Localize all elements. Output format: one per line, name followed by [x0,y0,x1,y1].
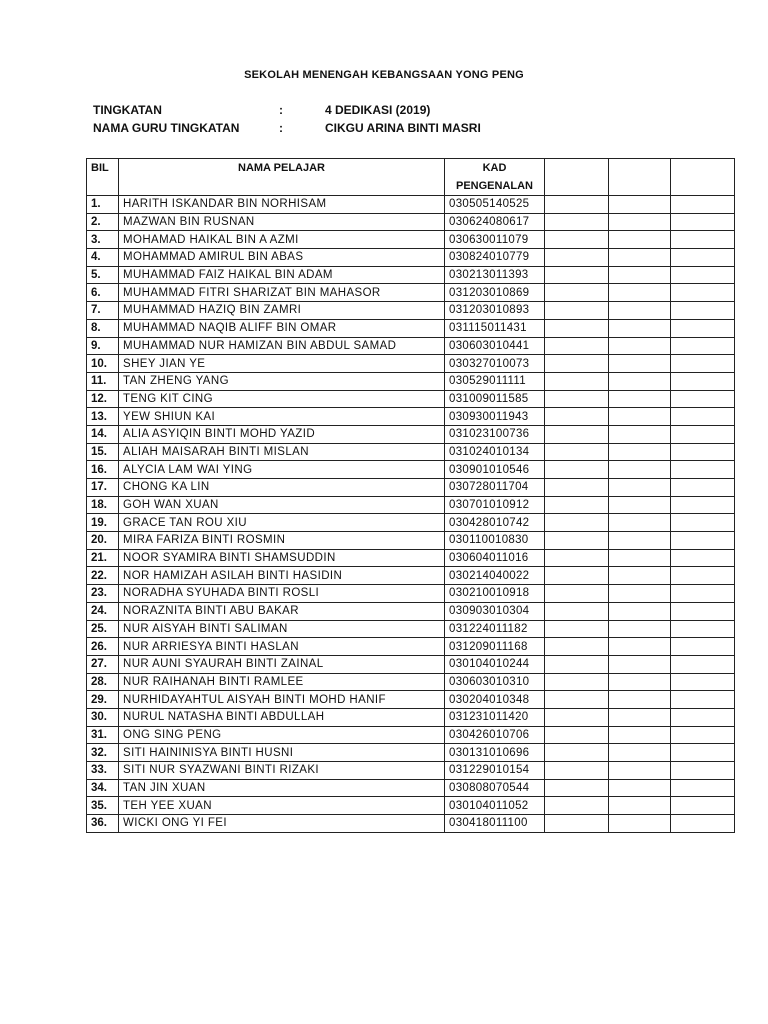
row-number: 33. [87,762,119,780]
empty-cell [609,479,671,497]
row-number: 22. [87,567,119,585]
empty-cell [671,585,735,603]
student-name: NOOR SYAMIRA BINTI SHAMSUDDIN [119,549,445,567]
ic-number: 031224011182 [445,620,545,638]
row-number: 21. [87,549,119,567]
ic-number: 030603010441 [445,337,545,355]
ic-number: 030505140525 [445,196,545,214]
empty-cell [671,372,735,390]
empty-cell [609,284,671,302]
empty-cell [609,355,671,373]
row-number: 30. [87,708,119,726]
empty-cell [671,549,735,567]
table-row [87,408,735,426]
ic-number: 031231011420 [445,708,545,726]
student-name: TEH YEE XUAN [119,797,445,815]
empty-cell [609,302,671,320]
table-row [87,479,735,497]
header-empty-2 [609,159,671,196]
empty-cell [545,302,609,320]
empty-cell [609,496,671,514]
ic-number: 030104011052 [445,797,545,815]
table-row [87,284,735,302]
table-row [87,196,735,214]
empty-cell [671,815,735,833]
student-name: SITI HAININISYA BINTI HUSNI [119,744,445,762]
table-row [87,815,735,833]
empty-cell [545,461,609,479]
student-name: ONG SING PENG [119,726,445,744]
empty-cell [545,549,609,567]
table-row [87,514,735,532]
empty-cell [545,425,609,443]
ic-number: 030213011393 [445,266,545,284]
empty-cell [545,479,609,497]
row-number: 12. [87,390,119,408]
student-name: MAZWAN BIN RUSNAN [119,213,445,231]
ic-number: 031209011168 [445,638,545,656]
empty-cell [609,266,671,284]
empty-cell [545,514,609,532]
ic-number: 030624080617 [445,213,545,231]
student-name: NUR AISYAH BINTI SALIMAN [119,620,445,638]
row-number: 28. [87,673,119,691]
student-name: MUHAMMAD NUR HAMIZAN BIN ABDUL SAMAD [119,337,445,355]
table-row [87,585,735,603]
empty-cell [609,443,671,461]
ic-number: 030418011100 [445,815,545,833]
empty-cell [671,496,735,514]
ic-number: 030428010742 [445,514,545,532]
table-row [87,673,735,691]
row-number: 13. [87,408,119,426]
empty-cell [545,196,609,214]
empty-cell [609,638,671,656]
empty-cell [671,355,735,373]
ic-number: 030426010706 [445,726,545,744]
table-row [87,443,735,461]
ic-number: 031024010134 [445,443,545,461]
empty-cell [545,390,609,408]
meta-label: TINGKATAN [93,103,162,117]
ic-number: 031203010869 [445,284,545,302]
empty-cell [671,797,735,815]
row-number: 18. [87,496,119,514]
empty-cell [609,425,671,443]
row-number: 8. [87,319,119,337]
empty-cell [609,585,671,603]
row-number: 15. [87,443,119,461]
table-row [87,797,735,815]
table-row [87,425,735,443]
table-row [87,337,735,355]
student-name: NUR AUNI SYAURAH BINTI ZAINAL [119,655,445,673]
header-kad-line1: KAD [482,162,507,174]
ic-number: 030204010348 [445,691,545,709]
empty-cell [671,691,735,709]
empty-cell [671,443,735,461]
empty-cell [545,602,609,620]
table-row [87,532,735,550]
row-number: 35. [87,797,119,815]
empty-cell [671,408,735,426]
table-row [87,638,735,656]
row-number: 26. [87,638,119,656]
ic-number: 031203010893 [445,302,545,320]
student-name: NORADHA SYUHADA BINTI ROSLI [119,585,445,603]
student-name: MUHAMMAD FAIZ HAIKAL BIN ADAM [119,266,445,284]
empty-cell [609,408,671,426]
row-number: 32. [87,744,119,762]
ic-number: 030728011704 [445,479,545,497]
table-row [87,461,735,479]
student-name: TAN JIN XUAN [119,779,445,797]
meta-separator: : [279,121,283,135]
header-nama-pelajar: NAMA PELAJAR [119,159,445,196]
empty-cell [545,231,609,249]
empty-cell [609,567,671,585]
empty-cell [545,638,609,656]
ic-number: 030110010830 [445,532,545,550]
ic-number: 031023100736 [445,425,545,443]
empty-cell [545,585,609,603]
table-row [87,549,735,567]
row-number: 9. [87,337,119,355]
row-number: 34. [87,779,119,797]
table-row [87,602,735,620]
empty-cell [609,602,671,620]
row-number: 20. [87,532,119,550]
empty-cell [545,762,609,780]
ic-number: 030214040022 [445,567,545,585]
row-number: 7. [87,302,119,320]
empty-cell [671,567,735,585]
empty-cell [609,514,671,532]
empty-cell [671,479,735,497]
empty-cell [545,797,609,815]
empty-cell [671,762,735,780]
empty-cell [545,372,609,390]
empty-cell [609,372,671,390]
empty-cell [671,390,735,408]
student-name: MUHAMMAD NAQIB ALIFF BIN OMAR [119,319,445,337]
row-number: 19. [87,514,119,532]
ic-number: 030327010073 [445,355,545,373]
empty-cell [545,673,609,691]
ic-number: 030604011016 [445,549,545,567]
row-number: 5. [87,266,119,284]
empty-cell [545,496,609,514]
ic-number: 030529011111 [445,372,545,390]
empty-cell [609,461,671,479]
student-name: MOHAMAD HAIKAL BIN A AZMI [119,231,445,249]
empty-cell [671,231,735,249]
row-number: 6. [87,284,119,302]
row-number: 27. [87,655,119,673]
student-name: SHEY JIAN YE [119,355,445,373]
empty-cell [545,337,609,355]
empty-cell [545,443,609,461]
table-header-row [87,159,735,196]
empty-cell [671,620,735,638]
student-name: MOHAMMAD AMIRUL BIN ABAS [119,249,445,267]
empty-cell [609,779,671,797]
empty-cell [609,815,671,833]
table-row [87,779,735,797]
empty-cell [545,779,609,797]
row-number: 17. [87,479,119,497]
ic-number: 031009011585 [445,390,545,408]
student-name: CHONG KA LIN [119,479,445,497]
page-title: SEKOLAH MENENGAH KEBANGSAAN YONG PENG [244,69,524,81]
student-name: ALIAH MAISARAH BINTI MISLAN [119,443,445,461]
empty-cell [609,249,671,267]
empty-cell [545,744,609,762]
empty-cell [671,602,735,620]
empty-cell [545,408,609,426]
student-name: NOR HAMIZAH ASILAH BINTI HASIDIN [119,567,445,585]
table-row [87,249,735,267]
empty-cell [609,213,671,231]
student-name: TENG KIT CING [119,390,445,408]
empty-cell [671,638,735,656]
header-empty-3 [671,159,735,196]
row-number: 25. [87,620,119,638]
empty-cell [671,319,735,337]
empty-cell [671,302,735,320]
table-row [87,355,735,373]
empty-cell [545,284,609,302]
empty-cell [609,762,671,780]
row-number: 3. [87,231,119,249]
header-kad-pengenalan [445,159,545,196]
meta-label: NAMA GURU TINGKATAN [93,121,240,135]
empty-cell [671,514,735,532]
student-name: TAN ZHENG YANG [119,372,445,390]
empty-cell [671,266,735,284]
empty-cell [609,390,671,408]
table-row [87,708,735,726]
empty-cell [671,726,735,744]
empty-cell [545,620,609,638]
student-name: ALIA ASYIQIN BINTI MOHD YAZID [119,425,445,443]
empty-cell [545,726,609,744]
table-row [87,691,735,709]
student-name: GRACE TAN ROU XIU [119,514,445,532]
table-row [87,319,735,337]
empty-cell [609,655,671,673]
student-name: YEW SHIUN KAI [119,408,445,426]
row-number: 16. [87,461,119,479]
header-kad-line2: PENGENALAN [455,180,533,192]
ic-number: 031115011431 [445,319,545,337]
row-number: 14. [87,425,119,443]
empty-cell [609,726,671,744]
empty-cell [609,691,671,709]
table-row [87,372,735,390]
table-body [87,196,735,833]
empty-cell [609,797,671,815]
table-row [87,302,735,320]
empty-cell [609,744,671,762]
ic-number: 030903010304 [445,602,545,620]
empty-cell [545,319,609,337]
table-row [87,213,735,231]
empty-cell [609,532,671,550]
empty-cell [671,461,735,479]
empty-cell [671,673,735,691]
empty-cell [671,284,735,302]
table-row [87,567,735,585]
empty-cell [545,249,609,267]
row-number: 1. [87,196,119,214]
empty-cell [609,620,671,638]
meta-separator: : [279,103,283,117]
row-number: 4. [87,249,119,267]
empty-cell [609,231,671,249]
student-name: NORAZNITA BINTI ABU BAKAR [119,602,445,620]
ic-number: 030701010912 [445,496,545,514]
row-number: 31. [87,726,119,744]
table-row [87,231,735,249]
ic-number: 030808070544 [445,779,545,797]
student-name: NUR RAIHANAH BINTI RAMLEE [119,673,445,691]
empty-cell [545,708,609,726]
empty-cell [671,196,735,214]
table-row [87,266,735,284]
empty-cell [671,249,735,267]
empty-cell [671,337,735,355]
empty-cell [609,337,671,355]
ic-number: 030603010310 [445,673,545,691]
empty-cell [609,319,671,337]
student-name: SITI NUR SYAZWANI BINTI RIZAKI [119,762,445,780]
empty-cell [671,655,735,673]
student-name: NURUL NATASHA BINTI ABDULLAH [119,708,445,726]
row-number: 23. [87,585,119,603]
row-number: 11. [87,372,119,390]
empty-cell [609,196,671,214]
header-empty-1 [545,159,609,196]
table-row [87,620,735,638]
student-name: MUHAMMAD FITRI SHARIZAT BIN MAHASOR [119,284,445,302]
row-number: 29. [87,691,119,709]
empty-cell [545,532,609,550]
ic-number: 030210010918 [445,585,545,603]
row-number: 24. [87,602,119,620]
empty-cell [609,549,671,567]
table-row [87,390,735,408]
meta-value: CIKGU ARINA BINTI MASRI [325,121,481,135]
student-name: ALYCIA LAM WAI YING [119,461,445,479]
student-name: NURHIDAYAHTUL AISYAH BINTI MOHD HANIF [119,691,445,709]
table-row [87,496,735,514]
student-name: WICKI ONG YI FEI [119,815,445,833]
row-number: 2. [87,213,119,231]
student-name: NUR ARRIESYA BINTI HASLAN [119,638,445,656]
table-row [87,726,735,744]
empty-cell [545,567,609,585]
empty-cell [545,213,609,231]
ic-number: 030824010779 [445,249,545,267]
empty-cell [671,213,735,231]
student-name: MIRA FARIZA BINTI ROSMIN [119,532,445,550]
ic-number: 030901010546 [445,461,545,479]
ic-number: 030104010244 [445,655,545,673]
table-row [87,744,735,762]
ic-number: 030630011079 [445,231,545,249]
empty-cell [545,266,609,284]
empty-cell [671,744,735,762]
header-bil: BIL [87,159,119,196]
ic-number: 030930011943 [445,408,545,426]
empty-cell [545,655,609,673]
student-name: MUHAMMAD HAZIQ BIN ZAMRI [119,302,445,320]
empty-cell [609,673,671,691]
empty-cell [545,815,609,833]
student-table [86,158,735,833]
empty-cell [609,708,671,726]
ic-number: 031229010154 [445,762,545,780]
empty-cell [545,355,609,373]
empty-cell [545,691,609,709]
empty-cell [671,779,735,797]
row-number: 36. [87,815,119,833]
table-row [87,762,735,780]
meta-value: 4 DEDIKASI (2019) [325,103,431,117]
empty-cell [671,425,735,443]
empty-cell [671,708,735,726]
row-number: 10. [87,355,119,373]
ic-number: 030131010696 [445,744,545,762]
empty-cell [671,532,735,550]
table-row [87,655,735,673]
student-name: HARITH ISKANDAR BIN NORHISAM [119,196,445,214]
student-name: GOH WAN XUAN [119,496,445,514]
